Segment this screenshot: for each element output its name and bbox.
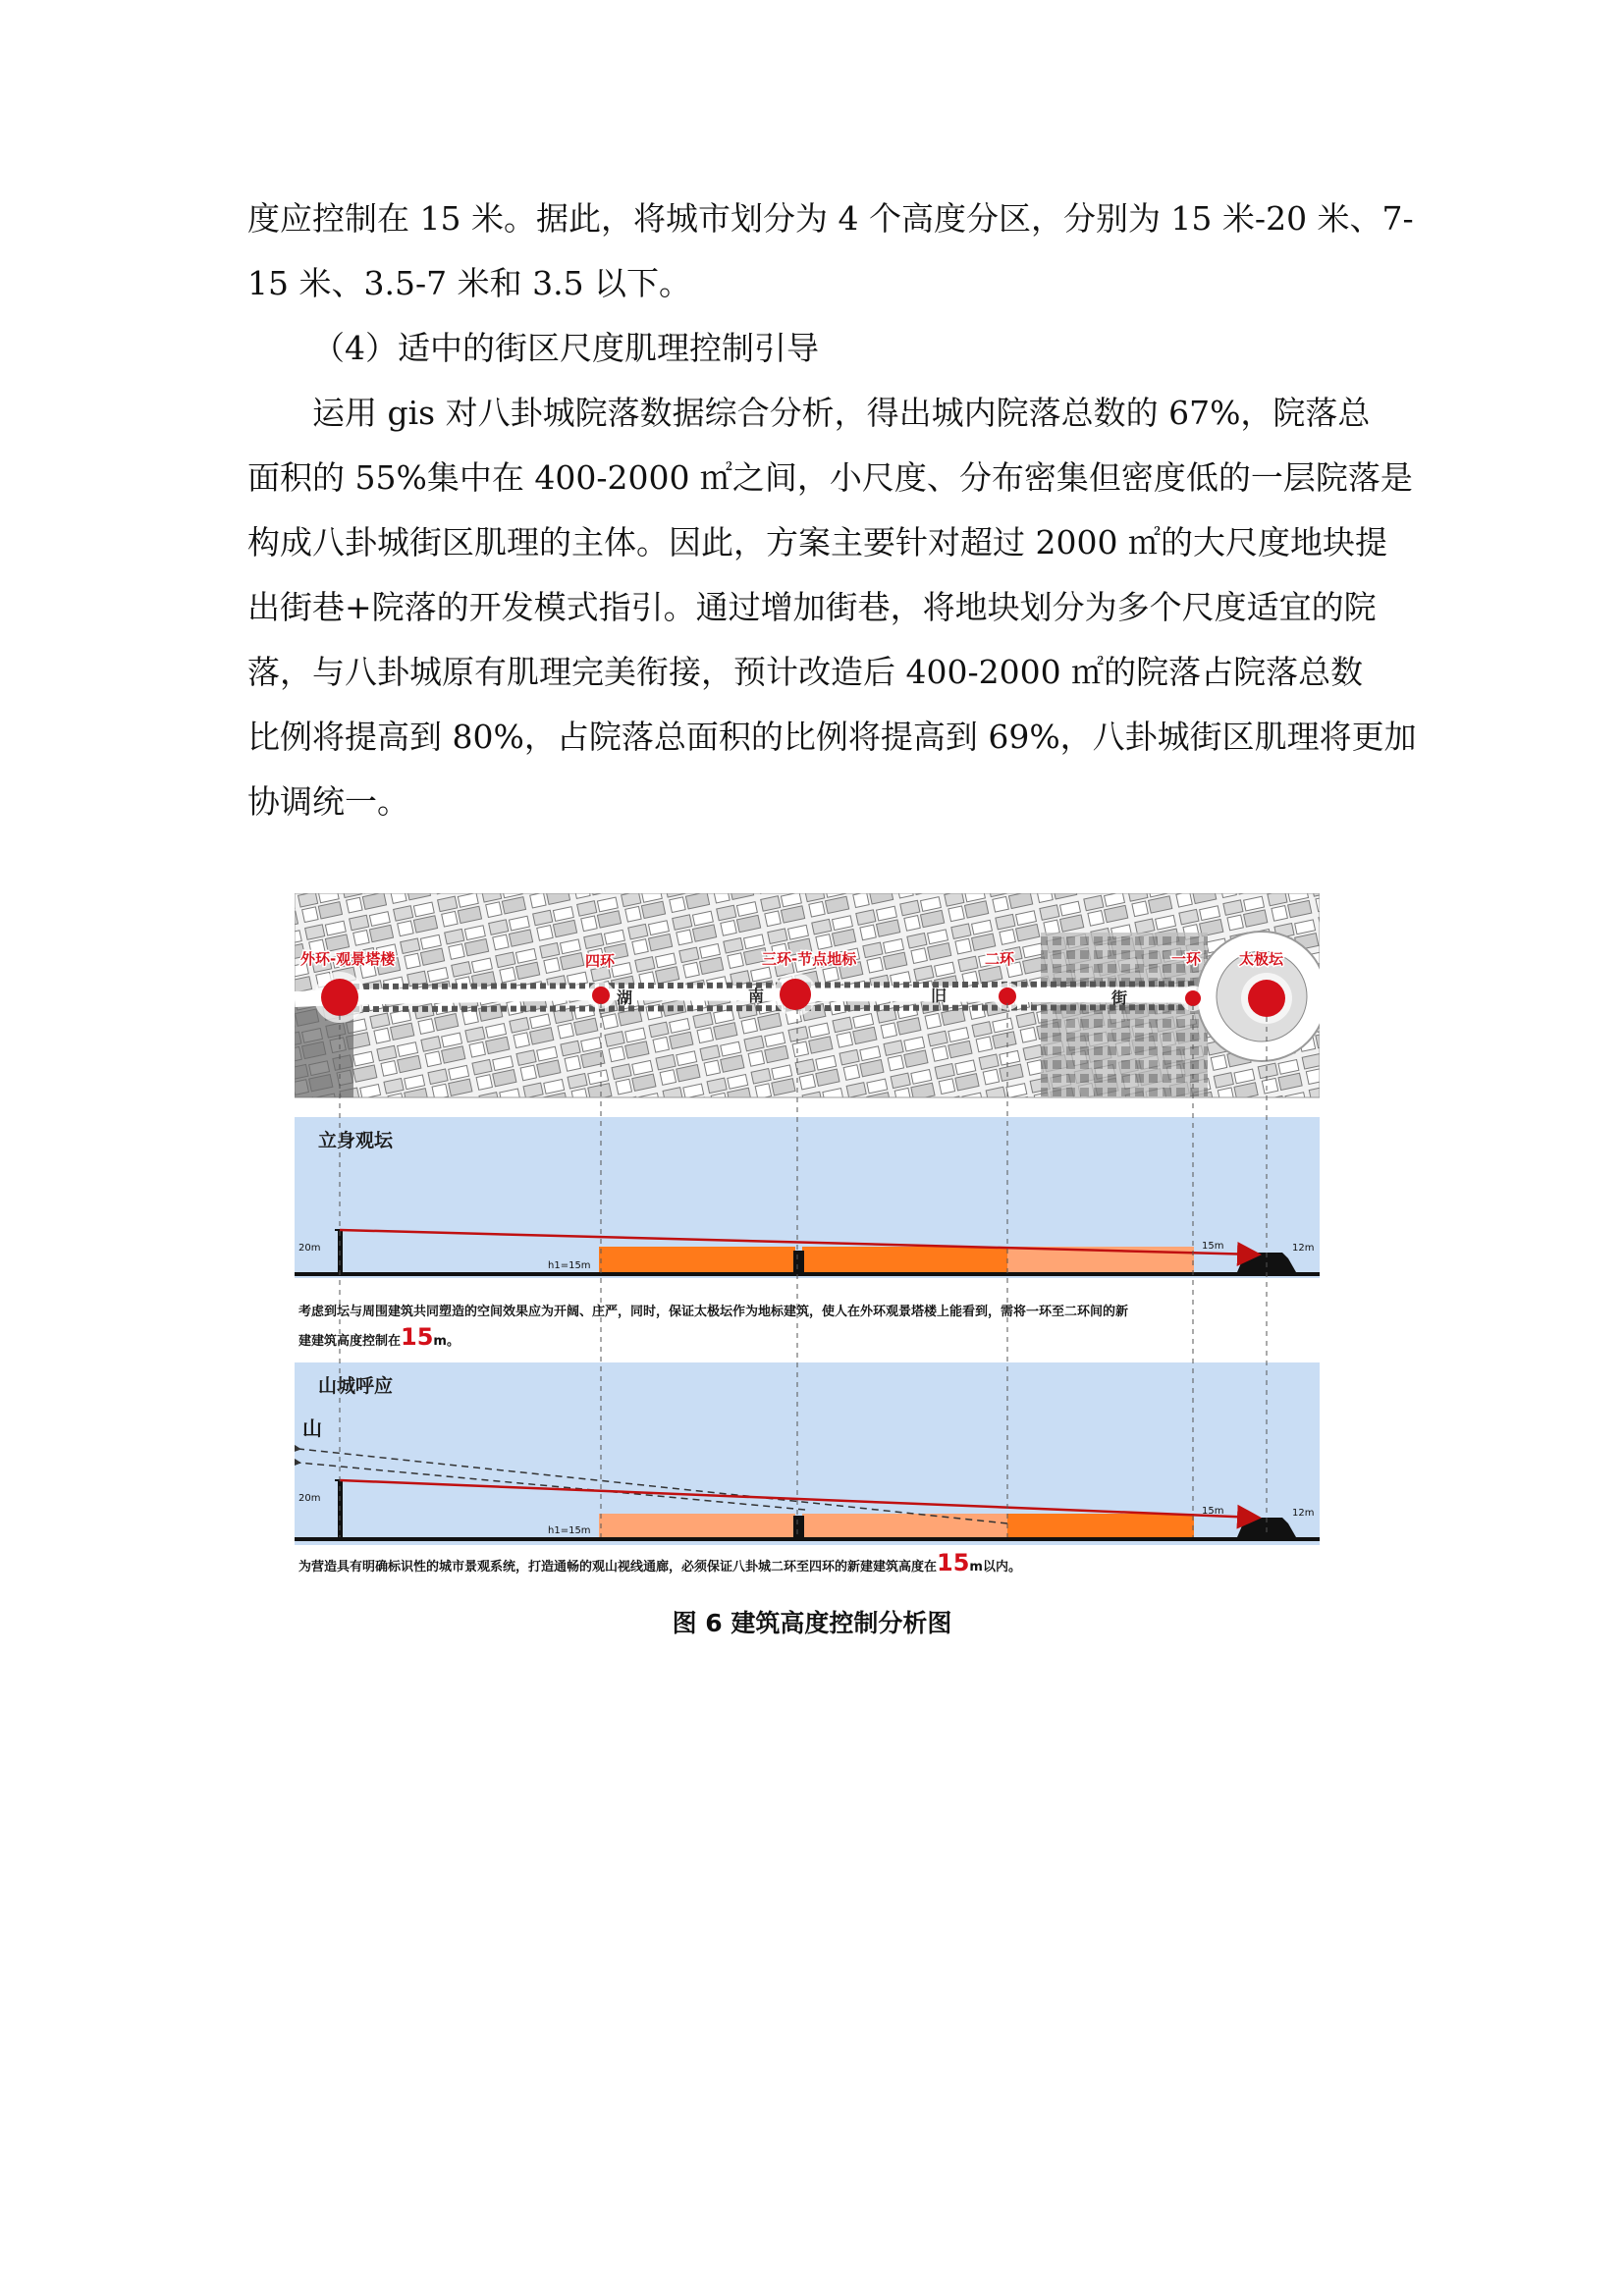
text-line: 度应控制在 15 米。据此，将城市划分为 4 个高度分区，分别为 15 米-20 米、7- — [247, 199, 1414, 238]
panel2-title: 山城呼应 — [318, 1375, 394, 1397]
mountain-label: 山 — [302, 1416, 322, 1440]
text-line: 比例将提高到 80%，占院落总面积的比例将提高到 69%，八卦城街区肌理将更加 — [247, 718, 1417, 756]
figure-svg — [295, 893, 1320, 1578]
label-15m: 15m — [1202, 1506, 1224, 1517]
height-zone-ring2-ring1 — [1007, 1514, 1194, 1537]
label-15m: 15m — [1202, 1241, 1224, 1252]
street-char: 南 — [748, 987, 765, 1005]
label-ring-3: 三环-节点地标 — [762, 950, 857, 968]
paragraph-block-texture — [247, 381, 1417, 834]
label-20m: 20m — [298, 1243, 321, 1254]
label-ring-4: 四环 — [585, 952, 616, 970]
section-panel-1 — [295, 1117, 1320, 1351]
landmark-building — [793, 1251, 804, 1272]
panel2-note: 为营造具有明确标识性的城市景观系统，打造通畅的观山视线通廊，必须保证八卦城二环至四环的新建建筑高度在15m以内。 — [298, 1549, 1021, 1576]
text-line: 15 米、3.5-7 米和 3.5 以下。 — [247, 264, 692, 302]
section-panel-2 — [295, 1362, 1320, 1576]
street-char: 湖 — [617, 988, 633, 1007]
label-taiji: 太极坛 — [1239, 950, 1284, 968]
label-20m: 20m — [298, 1493, 321, 1504]
figure-caption: 图 6 建筑高度控制分析图 — [672, 1609, 952, 1637]
text-line: 出街巷+院落的开发模式指引。通过增加街巷，将地块划分为多个尺度适宜的院 — [247, 588, 1377, 626]
ground-line — [295, 1272, 1320, 1276]
section-heading: （4）适中的街区尺度肌理控制引导 — [312, 329, 819, 367]
street-char: 街 — [1111, 988, 1128, 1007]
height-zone-ring4-ring3 — [599, 1247, 795, 1272]
height-zone-ring4-ring3 — [599, 1514, 795, 1537]
landmark-building — [793, 1516, 804, 1537]
panel1-note-line2: 建建筑高度控制在15m。 — [298, 1323, 460, 1351]
panel1-note-line1: 考虑到坛与周围建筑共同塑造的空间效果应为开阔、庄严，同时，保证太极坛作为地标建筑，使人在外环观景塔楼上能看到，需将一环至二环间的新 — [298, 1305, 1129, 1319]
street-char: 旧 — [931, 987, 947, 1005]
height-control-figure — [295, 893, 1320, 1578]
note-value: 15 — [937, 1549, 970, 1576]
city-map-strip — [295, 893, 1320, 1097]
label-outer-ring: 外环-观景塔楼 — [300, 950, 396, 968]
panel1-title: 立身观坛 — [318, 1130, 394, 1151]
text-line: 构成八卦城街区肌理的主体。因此，方案主要针对超过 2000 ㎡的大尺度地块提 — [247, 523, 1387, 561]
ground-line — [295, 1537, 1320, 1541]
height-zone-ring3-ring2 — [802, 1247, 1007, 1272]
label-h1: h1=15m — [548, 1260, 591, 1271]
height-zone-ring3-ring2 — [802, 1514, 1007, 1537]
label-ring-2: 二环 — [985, 950, 1015, 968]
label-h1: h1=15m — [548, 1525, 591, 1536]
label-ring-1: 一环 — [1171, 950, 1202, 968]
text-line: 运用 gis 对八卦城院落数据综合分析，得出城内院落总数的 67%，院落总 — [312, 394, 1371, 432]
text-line: 面积的 55%集中在 400-2000 ㎡之间，小尺度、分布密集但密度低的一层院落是 — [247, 458, 1413, 497]
label-12m: 12m — [1292, 1243, 1315, 1254]
text-line: 协调统一。 — [247, 782, 409, 821]
paragraph-height-zones — [247, 187, 1414, 316]
note-value: 15 — [401, 1323, 434, 1351]
ring-marker-3 — [774, 973, 817, 1016]
text-line: 落，与八卦城原有肌理完美衔接，预计改造后 400-2000 ㎡的院落占院落总数 — [247, 653, 1364, 691]
ring-marker-taiji — [1241, 973, 1292, 1024]
label-12m: 12m — [1292, 1508, 1315, 1519]
